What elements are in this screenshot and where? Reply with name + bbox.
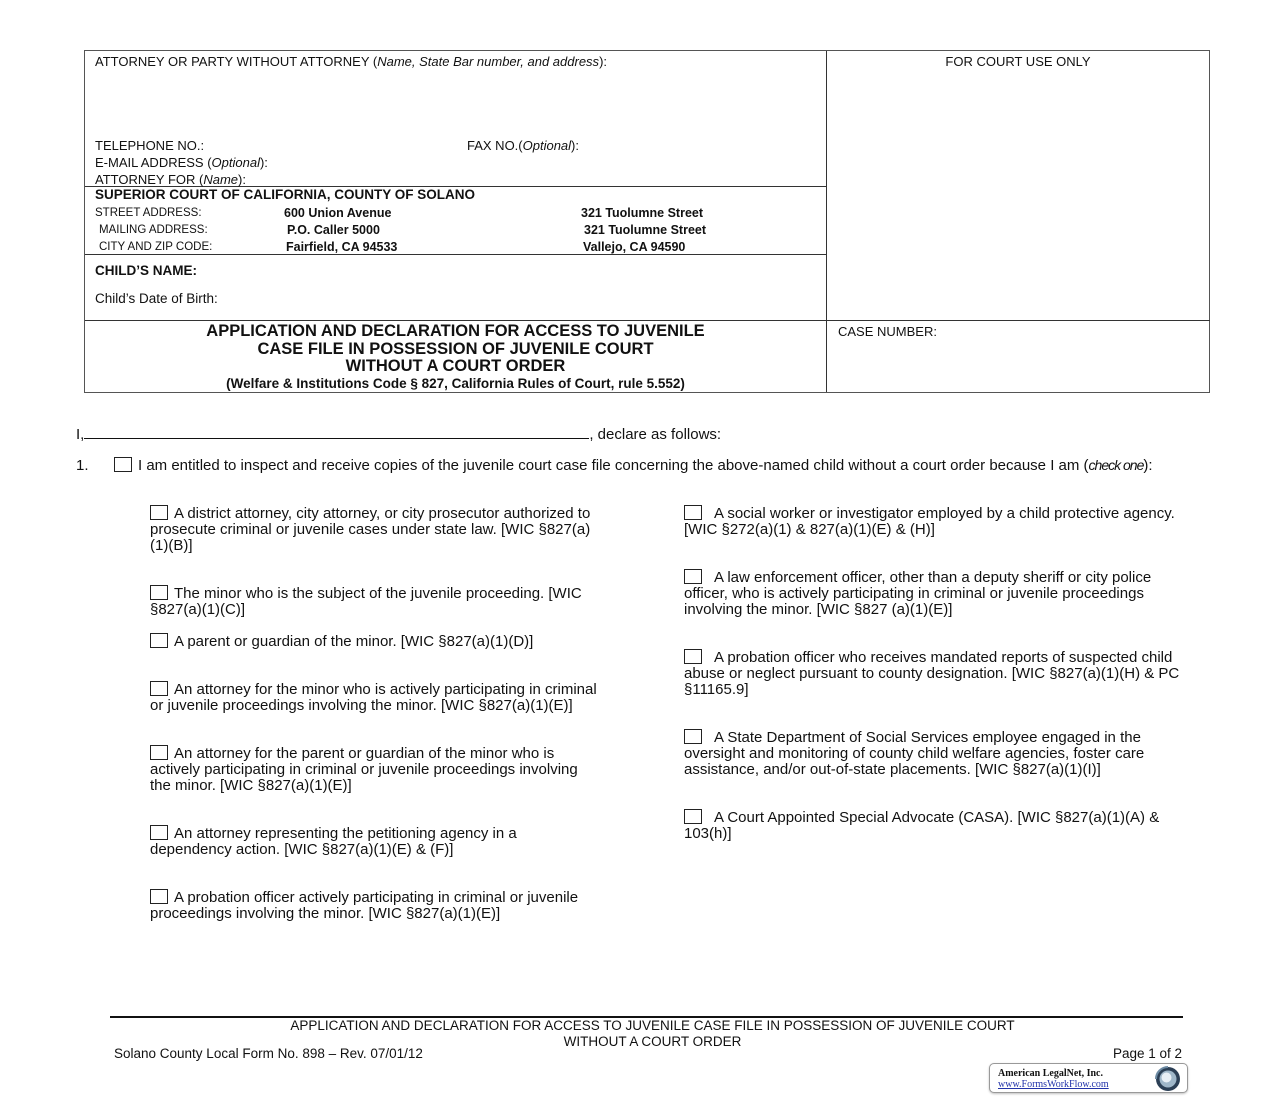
case-number-box[interactable] <box>826 321 1210 393</box>
formsworkflow-badge[interactable] <box>989 1063 1188 1093</box>
title-line-3: WITHOUT A COURT ORDER <box>345 357 566 375</box>
item-number: 1. <box>76 457 89 474</box>
vallejo-city: Vallejo, CA 94590 <box>583 240 686 254</box>
fairfield-city: Fairfield, CA 94533 <box>286 240 398 254</box>
option-attorney-parent: An attorney for the parent or guardian of the minor who is actively participating in criminal or juvenile proceedings involving the minor. [WIC §827(a)(1)(E)] <box>150 745 578 794</box>
option-probation-mandated: A probation officer who receives mandated reports of suspected child abuse or neglect pursuant to county designation. [WIC §827(a)(1)(H) & PC §11165.9] <box>684 649 1180 698</box>
vallejo-mailing: 321 Tuolumne Street <box>584 223 707 237</box>
checkbox[interactable] <box>150 745 168 760</box>
telephone-label: TELEPHONE NO.: <box>95 138 205 153</box>
court-use-only-label: FOR COURT USE ONLY <box>945 54 1091 69</box>
declaration-prefix: I, <box>76 426 85 443</box>
option-social-worker: A social worker or investigator employed by a child protective agency. [WIC §272(a)(1) & 827(a)(1)(E) & (H)] <box>684 505 1175 538</box>
option-law-enforcement: A law enforcement officer, other than a deputy sheriff or city police officer, who is actively participating in criminal or juvenile proceedings involving the minor. [WIC §827 (a)(1)(E)] <box>684 569 1152 618</box>
checkbox[interactable] <box>150 889 168 904</box>
badge-company: American LegalNet, Inc. <box>998 1068 1103 1079</box>
checkbox[interactable] <box>684 729 702 744</box>
court-title: SUPERIOR COURT OF CALIFORNIA, COUNTY OF SOLANO <box>95 187 476 202</box>
title-line-1: APPLICATION AND DECLARATION FOR ACCESS TO JUVENILE <box>206 322 705 340</box>
checkbox[interactable] <box>684 809 702 824</box>
option-minor: The minor who is the subject of the juvenile proceeding. [WIC §827(a)(1)(C)] <box>150 585 582 618</box>
checkbox[interactable] <box>684 569 702 584</box>
checkbox[interactable] <box>150 633 168 648</box>
child-section <box>85 255 826 321</box>
declarant-line <box>76 425 721 443</box>
form-number: Solano County Local Form No. 898 – Rev. 07/01/12 <box>114 1046 423 1061</box>
option-casa: A Court Appointed Special Advocate (CASA). [WIC §827(a)(1)(A) & 103(h)] <box>684 809 1160 842</box>
attorney-section <box>85 51 826 187</box>
option-probation-officer: A probation officer actively participating in criminal or juvenile proceedings involving the minor. [WIC §827(a)(1)(E)] <box>150 889 579 922</box>
checkbox[interactable] <box>150 681 168 696</box>
child-name-label: CHILD’S NAME: <box>95 263 197 278</box>
option-parent-guardian: A parent or guardian of the minor. [WIC §827(a)(1)(D)] <box>150 633 600 650</box>
case-number-label: CASE NUMBER: <box>838 324 937 339</box>
option-attorney-agency: An attorney representing the petitioning agency in a dependency action. [WIC §827(a)(1)(E) & (F)] <box>150 825 517 858</box>
option-attorney-minor: An attorney for the minor who is actively participating in criminal or juvenile proceedings involving the minor. [WIC §827(a)(1)(E)] <box>150 681 597 714</box>
vallejo-street: 321 Tuolumne Street <box>581 206 704 220</box>
checkbox[interactable] <box>150 825 168 840</box>
badge-url-link[interactable]: www.FormsWorkFlow.com <box>998 1079 1109 1090</box>
option-district-attorney: A district attorney, city attorney, or city prosecutor authorized to prosecute criminal or juvenile cases under state law. [WIC §827(a)(1)(B)] <box>150 505 591 554</box>
email-label: E-MAIL ADDRESS (Optional): <box>95 155 268 170</box>
checkbox[interactable] <box>150 505 168 520</box>
footer-title-line-2: WITHOUT A COURT ORDER <box>563 1033 742 1049</box>
attorney-for-label: ATTORNEY FOR (Name): <box>95 172 246 187</box>
declaration-suffix: , declare as follows: <box>589 426 722 443</box>
checkbox[interactable] <box>150 585 168 600</box>
declarant-name-field[interactable] <box>84 425 589 439</box>
title-citation: (Welfare & Institutions Code § 827, California Rules of Court, rule 5.552) <box>226 375 685 391</box>
court-use-only-box <box>826 51 1210 321</box>
street-address-label: STREET ADDRESS: <box>95 207 202 219</box>
item-1-text: I am entitled to inspect and receive copies of the juvenile court case file concerning the above-named child without a court order because I am (check one): <box>114 457 1174 474</box>
document-title <box>85 321 826 393</box>
option-state-dss-employee: A State Department of Social Services employee engaged in the oversight and monitoring of county child welfare agencies, foster care assistance, and/or out-of-state placements. [WIC §827(a)(1)(I)] <box>684 729 1145 778</box>
caption-table <box>84 50 1210 393</box>
globe-logo-icon <box>1153 1065 1183 1093</box>
page-number: Page 1 of 2 <box>1112 1046 1182 1061</box>
city-zip-label: CITY AND ZIP CODE: <box>99 241 213 253</box>
mailing-address-label: MAILING ADDRESS: <box>99 224 208 236</box>
child-dob-label: Child’s Date of Birth: <box>95 291 218 306</box>
fairfield-mailing: P.O. Caller 5000 <box>287 223 380 237</box>
footer-title-line-1: APPLICATION AND DECLARATION FOR ACCESS TO JUVENILE CASE FILE IN POSSESSION OF JUVENILE COURT <box>290 1018 1015 1033</box>
fairfield-street: 600 Union Avenue <box>284 206 392 220</box>
checkbox[interactable] <box>684 505 702 520</box>
checkbox[interactable] <box>684 649 702 664</box>
footer-title <box>110 1018 1195 1049</box>
item-1-checkbox[interactable] <box>114 457 132 472</box>
court-section <box>85 187 826 255</box>
fax-label: FAX NO.(Optional): <box>467 138 579 153</box>
title-line-2: CASE FILE IN POSSESSION OF JUVENILE COURT <box>257 339 654 358</box>
attorney-label: ATTORNEY OR PARTY WITHOUT ATTORNEY (Name, State Bar number, and address): <box>95 54 608 69</box>
